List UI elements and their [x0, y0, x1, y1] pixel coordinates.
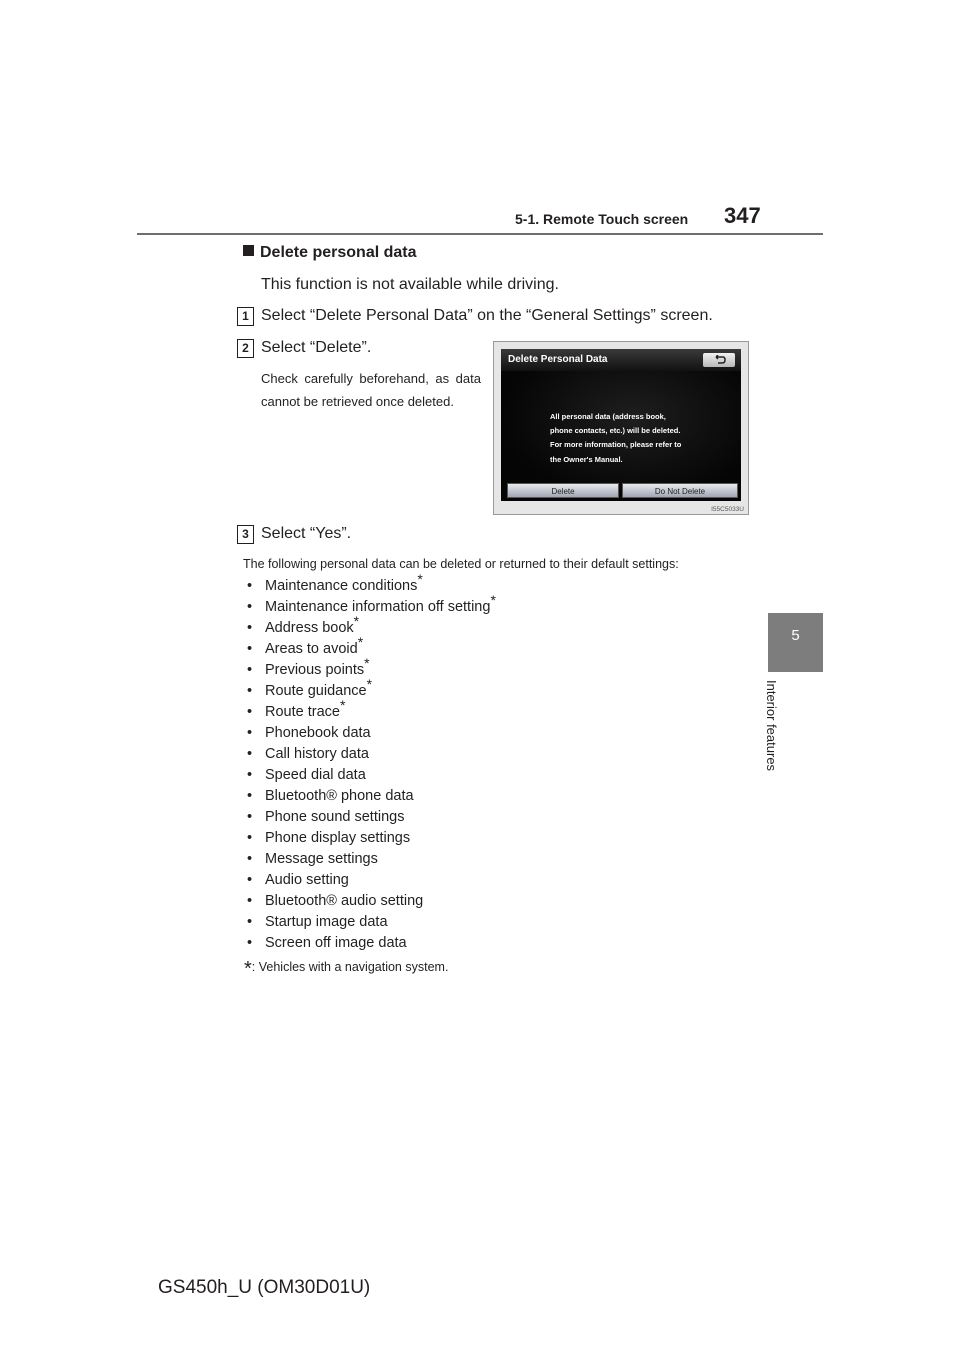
list-item-text: Maintenance information off setting: [265, 599, 491, 615]
list-item-text: Maintenance conditions: [265, 578, 418, 594]
step-number-1: 1: [237, 307, 254, 326]
step-number-2: 2: [237, 339, 254, 358]
chapter-tab: [768, 613, 823, 672]
footnote-ref-mark: *: [417, 571, 423, 588]
section-heading-text: Delete personal data: [260, 244, 417, 261]
bullet-icon: •: [247, 725, 253, 741]
screen-message: [550, 410, 720, 467]
list-item-text: Previous points: [265, 662, 365, 678]
header-rule: [137, 233, 823, 235]
list-item: [247, 912, 496, 933]
list-item-text: Speed dial data: [265, 767, 366, 783]
footnote-text: : Vehicles with a navigation system.: [251, 960, 449, 974]
list-item: [247, 697, 496, 723]
chapter-label: [754, 680, 794, 800]
display-screen: [501, 349, 741, 501]
bullet-icon: •: [247, 935, 253, 951]
section-heading: [243, 244, 417, 262]
list-item-text: Startup image data: [265, 914, 388, 930]
screen-message-line: phone contacts, etc.) will be deleted.: [550, 426, 681, 436]
bullet-icon: •: [247, 893, 253, 909]
list-intro: The following personal data can be deleted or returned to their default settings:: [243, 557, 679, 571]
list-item-text: Address book: [265, 620, 354, 636]
list-item-text: Phonebook data: [265, 725, 371, 741]
chapter-number: 5: [791, 627, 800, 644]
list-item-text: Call history data: [265, 746, 369, 762]
footnote-ref-mark: *: [339, 697, 346, 714]
bullet-icon: •: [247, 746, 253, 762]
bullet-icon: •: [247, 767, 253, 783]
step-number-3: 3: [237, 525, 254, 544]
step-text-3: Select “Yes”.: [261, 525, 352, 542]
personal-data-list: [247, 571, 496, 954]
list-item: [247, 870, 496, 891]
footnote-ref-mark: *: [357, 634, 364, 651]
bullet-icon: •: [247, 662, 253, 678]
bullet-icon: •: [247, 830, 253, 846]
list-item-text: Route guidance: [265, 683, 367, 699]
footnote: [244, 958, 448, 981]
screen-figure: [493, 341, 749, 515]
bullet-icon: •: [247, 683, 253, 699]
screen-message-line: the Owner's Manual.: [550, 454, 623, 464]
list-item-text: Phone sound settings: [265, 809, 405, 825]
bullet-icon: •: [247, 914, 253, 930]
footnote-ref-mark: *: [490, 592, 496, 609]
step-text-1: Select “Delete Personal Data” on the “General Settings” screen.: [261, 307, 713, 324]
model-code-footer: GS450h_U (OM30D01U): [158, 1277, 371, 1298]
screen-message-line: All personal data (address book,: [550, 412, 666, 421]
bullet-icon: •: [247, 578, 253, 594]
back-button[interactable]: [703, 353, 735, 367]
delete-button[interactable]: Delete: [507, 483, 619, 498]
bullet-icon: •: [247, 704, 253, 720]
figure-code: I55C5033U: [711, 506, 744, 513]
list-item: [247, 786, 496, 807]
list-item-text: Bluetooth® audio setting: [265, 893, 424, 909]
list-item-text: Bluetooth® phone data: [265, 788, 414, 804]
bullet-icon: •: [247, 641, 253, 657]
bullet-icon: •: [247, 599, 253, 615]
running-header-section: 5-1. Remote Touch screen: [515, 211, 689, 227]
list-item: [247, 765, 496, 786]
list-item: [247, 744, 496, 765]
list-item-text: Audio setting: [265, 872, 349, 888]
driving-note: This function is not available while driving.: [261, 276, 559, 293]
list-item: [247, 891, 496, 912]
step-note-2: Check carefully beforehand, as data cannot be retrieved once deleted.: [261, 371, 481, 409]
bullet-icon: •: [247, 809, 253, 825]
list-item: [247, 634, 496, 660]
list-item-text: Areas to avoid: [265, 641, 358, 657]
list-item-text: Message settings: [265, 851, 378, 867]
bullet-icon: •: [247, 872, 253, 888]
bullet-icon: •: [247, 788, 253, 804]
step-text-2: Select “Delete”.: [261, 339, 372, 356]
list-item: [247, 613, 496, 639]
return-arrow-icon: [712, 355, 726, 365]
footnote-mark: *: [244, 958, 252, 980]
footnote-ref-mark: *: [364, 655, 370, 672]
screen-message-line: For more information, please refer to: [550, 440, 682, 450]
list-item-text: Phone display settings: [265, 830, 411, 846]
list-item: [247, 807, 496, 828]
page-number: 347: [724, 203, 761, 228]
square-bullet-icon: [243, 245, 254, 256]
list-item: [247, 933, 496, 954]
list-item: [247, 723, 496, 744]
do-not-delete-button[interactable]: Do Not Delete: [622, 483, 738, 498]
bullet-icon: •: [247, 620, 253, 636]
list-item: [247, 828, 496, 849]
list-item-text: Screen off image data: [265, 935, 407, 951]
bullet-icon: •: [247, 851, 253, 867]
footnote-ref-mark: *: [353, 613, 360, 630]
list-item: [247, 592, 496, 618]
list-item: [247, 849, 496, 870]
list-item-text: Route trace: [265, 704, 340, 720]
list-item: [247, 676, 496, 702]
screen-title: Delete Personal Data: [508, 354, 608, 365]
chapter-label-text: Interior features: [764, 680, 779, 772]
list-item: [247, 571, 496, 597]
footnote-ref-mark: *: [366, 676, 373, 693]
